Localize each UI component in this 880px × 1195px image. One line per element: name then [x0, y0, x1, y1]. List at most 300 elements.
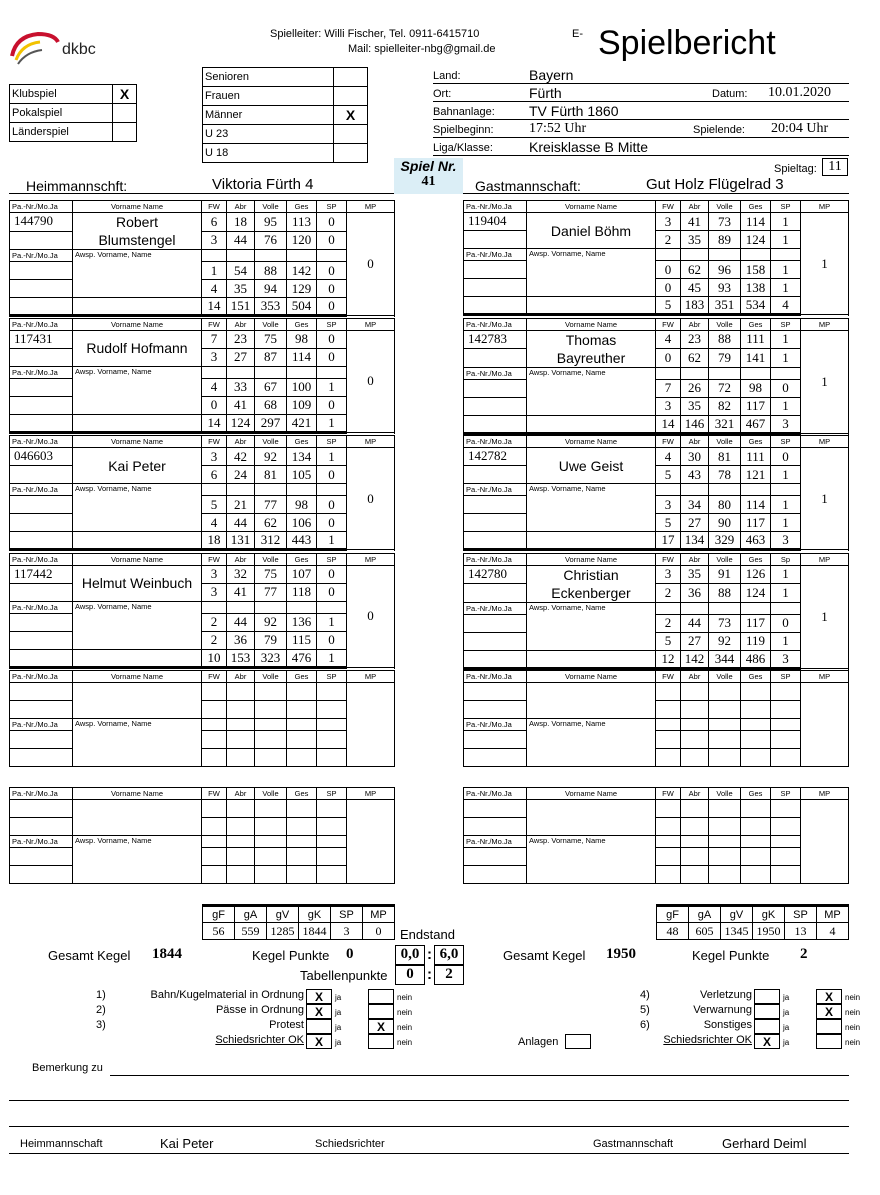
empty-score-cell[interactable] — [227, 865, 255, 883]
total-abr: 153 — [227, 649, 255, 667]
empty-score-cell[interactable] — [741, 731, 771, 749]
empty-score-cell[interactable] — [771, 865, 801, 883]
score-abr: 36 — [227, 631, 255, 649]
sum-value-gk: 1844 — [299, 923, 331, 940]
empty-score-cell[interactable] — [317, 865, 347, 883]
empty-score-cell[interactable] — [656, 683, 681, 701]
check-nein-box[interactable]: X — [816, 1004, 842, 1019]
empty-score-cell[interactable] — [771, 817, 801, 835]
player-row — [10, 613, 395, 631]
home-empty-block — [9, 787, 394, 884]
sum-header-gk: gK — [753, 906, 785, 923]
check-number: 6) — [640, 1019, 650, 1031]
score-volle: 88 — [709, 584, 741, 603]
match-type-row — [10, 85, 137, 104]
category-checkbox[interactable] — [334, 87, 368, 106]
check-label: Schiedsrichter OK — [215, 1034, 304, 1046]
empty-score-cell[interactable] — [317, 799, 347, 817]
empty-score-cell[interactable] — [317, 847, 347, 865]
check-nein-label: nein — [845, 1023, 861, 1032]
sum-value-mp: 4 — [817, 923, 849, 940]
col-header-abr: Abr — [681, 553, 709, 565]
col-header-name: Vorname Name — [73, 318, 202, 330]
empty-score-cell[interactable] — [255, 749, 287, 767]
score-abr: 42 — [227, 448, 255, 466]
check-ja-label: ja — [335, 1038, 342, 1047]
match-type-checkbox[interactable] — [113, 104, 137, 123]
score-ges: 142 — [287, 262, 317, 280]
check-nein-box[interactable] — [368, 989, 394, 1004]
check-nein-label: nein — [845, 993, 861, 1002]
player-total-row — [10, 414, 395, 432]
empty-pass-cell[interactable] — [10, 683, 73, 701]
empty-score-cell[interactable] — [709, 749, 741, 767]
score-abr: 41 — [227, 396, 255, 414]
check-row — [96, 1004, 413, 1019]
empty-score-cell[interactable] — [227, 701, 255, 719]
guest-team-name: Gut Holz Flügelrad 3 — [646, 176, 784, 193]
col-header-pnr: Pa.-Nr./Mo.Ja — [10, 553, 73, 565]
sum-header-mp: MP — [363, 906, 395, 923]
check-nein-box[interactable] — [816, 1034, 842, 1049]
player-name — [73, 330, 202, 366]
score-volle: 81 — [709, 448, 741, 466]
empty-score-cell[interactable] — [287, 731, 317, 749]
empty-score-cell[interactable] — [317, 731, 347, 749]
score-sp: 0 — [317, 396, 347, 414]
empty-score-cell[interactable] — [656, 731, 681, 749]
empty-score-cell[interactable] — [255, 847, 287, 865]
total-ges: 421 — [287, 414, 317, 432]
col-header-sp: Sp — [771, 553, 801, 565]
player-row — [10, 496, 395, 514]
player-row — [10, 466, 395, 484]
score-volle: 73 — [709, 213, 741, 231]
player-name — [527, 330, 656, 367]
player-row — [10, 378, 395, 396]
check-number: 2) — [96, 1004, 106, 1016]
empty-score-cell[interactable] — [771, 847, 801, 865]
empty-score-cell[interactable] — [202, 731, 227, 749]
empty-score-cell[interactable] — [227, 749, 255, 767]
empty-score-cell[interactable] — [287, 701, 317, 719]
empty-score-cell[interactable] — [681, 749, 709, 767]
check-ja-label: ja — [335, 1008, 342, 1017]
bemerkung-line-2[interactable] — [9, 1100, 849, 1101]
empty-score-cell[interactable] — [709, 847, 741, 865]
empty-name-cell[interactable] — [527, 799, 656, 835]
check-ja-label: ja — [783, 1023, 790, 1032]
endstand-label: Endstand — [400, 927, 455, 942]
category-checkbox[interactable]: X — [334, 106, 368, 125]
check-ja-box[interactable]: X — [306, 989, 332, 1004]
category-checkbox[interactable] — [334, 144, 368, 163]
empty-pass-cell[interactable] — [464, 799, 527, 817]
player-name — [527, 213, 656, 249]
col-header-awsp: Awsp. Vorname, Name — [73, 250, 202, 298]
empty-score-cell[interactable] — [202, 749, 227, 767]
empty-score-cell[interactable] — [255, 701, 287, 719]
tabellen-home: 0 — [395, 965, 425, 985]
score-volle: 80 — [709, 496, 741, 514]
empty-score-cell[interactable] — [681, 701, 709, 719]
empty-score-cell[interactable] — [202, 865, 227, 883]
col-header-pnr: Pa.-Nr./Mo.Ja — [464, 671, 527, 683]
empty-score-cell[interactable] — [741, 817, 771, 835]
score-sp: 1 — [317, 448, 347, 466]
empty-score-cell[interactable] — [771, 701, 801, 719]
empty-score-cell[interactable] — [287, 847, 317, 865]
check-nein-box[interactable] — [368, 1034, 394, 1049]
substitute-header-row — [10, 601, 395, 613]
score-ges: 98 — [287, 496, 317, 514]
empty-score-cell[interactable] — [317, 701, 347, 719]
col-header-mp: MP — [801, 787, 849, 799]
empty-score-cell[interactable] — [255, 731, 287, 749]
sum-header-ga: gA — [689, 906, 721, 923]
player-row — [464, 514, 849, 532]
col-header-volle: Volle — [255, 436, 287, 448]
col-header-sp: SP — [317, 671, 347, 683]
score-ges: 124 — [741, 231, 771, 249]
score-ges: 115 — [287, 631, 317, 649]
score-ges: 136 — [287, 613, 317, 631]
total-abr: 146 — [681, 415, 709, 433]
score-abr: 26 — [681, 379, 709, 397]
empty-score-cell[interactable] — [287, 817, 317, 835]
col-header-mp: MP — [801, 436, 849, 448]
empty-mp-cell[interactable] — [801, 683, 849, 767]
spieltag-label: Spieltag: — [774, 163, 817, 175]
empty-name-cell[interactable] — [527, 683, 656, 719]
score-abr: 30 — [681, 448, 709, 466]
guest-gesamt-label: Gesamt Kegel — [503, 948, 586, 963]
empty-score-cell[interactable] — [202, 799, 227, 817]
guest-player-block — [463, 318, 848, 435]
check-ja-box[interactable] — [306, 1019, 332, 1034]
empty-score-cell[interactable] — [317, 683, 347, 701]
empty-score-cell[interactable] — [255, 865, 287, 883]
check-ja-box[interactable] — [754, 1004, 780, 1019]
score-ges: 121 — [741, 466, 771, 484]
total-fw: 14 — [202, 414, 227, 432]
empty-score-cell[interactable] — [741, 847, 771, 865]
player-row — [10, 583, 395, 601]
empty-score-cell[interactable] — [771, 683, 801, 701]
score-ges: 141 — [741, 349, 771, 368]
player-name-line-1: Daniel Böhm — [550, 222, 632, 239]
col-header-pnr: Pa.-Nr./Mo.Ja — [10, 719, 73, 731]
empty-score-cell[interactable] — [656, 701, 681, 719]
category-checkbox[interactable] — [334, 125, 368, 144]
empty-score-cell[interactable] — [255, 817, 287, 835]
col-header-abr: Abr — [681, 671, 709, 683]
empty-score-cell[interactable] — [227, 847, 255, 865]
empty-score-cell[interactable] — [709, 799, 741, 817]
empty-score-cell[interactable] — [287, 799, 317, 817]
total-volle: 312 — [255, 532, 287, 550]
score-sp: 1 — [771, 213, 801, 231]
empty-score-cell[interactable] — [709, 731, 741, 749]
empty-score-cell[interactable] — [656, 847, 681, 865]
player-mp: 0 — [347, 565, 395, 667]
total-fw: 14 — [202, 298, 227, 316]
empty-score-cell[interactable] — [317, 749, 347, 767]
empty-score-cell[interactable] — [656, 817, 681, 835]
category-checkbox[interactable] — [334, 68, 368, 87]
score-volle: 77 — [255, 496, 287, 514]
empty-score-cell[interactable] — [741, 865, 771, 883]
col-header-name: Vorname Name — [73, 436, 202, 448]
score-volle: 62 — [255, 514, 287, 532]
player-row — [464, 565, 849, 584]
player-name — [73, 448, 202, 484]
col-header-name: Vorname Name — [73, 671, 202, 683]
col-header-pnr: Pa.-Nr./Mo.Ja — [464, 719, 527, 731]
empty-score-cell[interactable] — [227, 683, 255, 701]
empty-score-cell[interactable] — [709, 817, 741, 835]
player-row — [10, 631, 395, 649]
score-sp: 1 — [771, 584, 801, 603]
match-type-checkbox[interactable]: X — [113, 85, 137, 104]
player-header-row — [464, 671, 849, 683]
footer-schiri-label: Schiedsrichter — [315, 1138, 385, 1150]
bemerkung-label: Bemerkung zu — [32, 1062, 103, 1074]
empty-score-cell[interactable] — [681, 817, 709, 835]
check-nein-box[interactable]: X — [368, 1019, 394, 1034]
col-header-pnr: Pa.-Nr./Mo.Ja — [464, 367, 527, 379]
player-pass-number: 142780 — [464, 565, 527, 584]
empty-score-cell[interactable] — [681, 847, 709, 865]
score-volle: 90 — [709, 514, 741, 532]
score-abr: 33 — [227, 378, 255, 396]
col-header-sp: SP — [771, 787, 801, 799]
substitute-header-row — [464, 602, 849, 614]
player-row — [10, 565, 395, 583]
check-ja-label: ja — [783, 993, 790, 1002]
empty-score-cell[interactable] — [227, 731, 255, 749]
footer-heim-signature: Kai Peter — [160, 1136, 214, 1151]
home-player-block — [9, 435, 394, 551]
empty-score-cell[interactable] — [227, 799, 255, 817]
check-nein-box[interactable] — [368, 1004, 394, 1019]
sum-header-sp: SP — [785, 906, 817, 923]
score-abr: 36 — [681, 584, 709, 603]
category-row — [203, 125, 368, 144]
empty-mp-cell[interactable] — [801, 799, 849, 883]
score-sp: 1 — [771, 632, 801, 650]
home-team-name: Viktoria Fürth 4 — [212, 176, 314, 193]
check-ja-box[interactable]: X — [306, 1034, 332, 1049]
beginn-value: 17:52 Uhr — [529, 121, 587, 136]
score-ges: 114 — [741, 213, 771, 231]
player-mp: 1 — [801, 448, 849, 550]
guest-team-label: Gastmannschaft: — [475, 178, 581, 194]
home-gesamt-value: 1844 — [152, 946, 182, 962]
dkbc-logo — [8, 28, 108, 68]
empty-score-cell[interactable] — [741, 683, 771, 701]
anlagen-checkbox[interactable] — [565, 1034, 591, 1049]
empty-score-cell[interactable] — [656, 865, 681, 883]
player-total-row — [464, 297, 849, 315]
empty-score-cell[interactable] — [771, 749, 801, 767]
score-volle: 93 — [709, 279, 741, 297]
empty-name-cell[interactable] — [73, 683, 202, 719]
score-volle: 96 — [709, 261, 741, 279]
col-header-fw: FW — [656, 201, 681, 213]
col-header-pnr: Pa.-Nr./Mo.Ja — [10, 601, 73, 613]
check-nein-box[interactable]: X — [816, 989, 842, 1004]
empty-score-cell[interactable] — [681, 731, 709, 749]
score-fw: 7 — [656, 379, 681, 397]
empty-score-cell[interactable] — [741, 701, 771, 719]
sum-header-mp: MP — [817, 906, 849, 923]
check-number: 5) — [640, 1004, 650, 1016]
empty-pass-cell[interactable] — [10, 799, 73, 817]
score-ges: 111 — [741, 330, 771, 349]
player-row — [10, 262, 395, 280]
empty-score-cell[interactable] — [227, 817, 255, 835]
empty-score-cell[interactable] — [202, 847, 227, 865]
empty-score-cell[interactable] — [709, 865, 741, 883]
category-row — [203, 87, 368, 106]
empty-score-cell[interactable] — [741, 749, 771, 767]
player-mp: 0 — [347, 448, 395, 550]
score-volle: 82 — [709, 397, 741, 415]
player-row — [10, 348, 395, 366]
score-volle: 73 — [709, 614, 741, 632]
col-header-ges: Ges — [287, 201, 317, 213]
col-header-pnr: Pa.-Nr./Mo.Ja — [464, 201, 527, 213]
category-label: U 23 — [203, 125, 334, 144]
empty-mp-cell[interactable] — [347, 683, 395, 767]
score-ges: 124 — [741, 584, 771, 603]
player-row — [10, 231, 395, 250]
check-ja-box[interactable] — [754, 1019, 780, 1034]
score-ges: 118 — [287, 583, 317, 601]
col-header-volle: Volle — [709, 787, 741, 799]
guest-player-block — [463, 435, 848, 551]
category-table — [202, 67, 368, 163]
score-volle: 92 — [709, 632, 741, 650]
col-header-volle: Volle — [255, 671, 287, 683]
empty-score-cell[interactable] — [656, 749, 681, 767]
score-ges: 114 — [287, 348, 317, 366]
check-nein-box[interactable] — [816, 1019, 842, 1034]
col-header-volle: Volle — [709, 436, 741, 448]
player-pass-number: 119404 — [464, 213, 527, 231]
player-total-row — [10, 298, 395, 316]
category-row — [203, 68, 368, 87]
player-name-line-1: Helmut Weinbuch — [81, 575, 193, 591]
col-header-name: Vorname Name — [527, 787, 656, 799]
liga-value: Kreisklasse B Mitte — [529, 139, 649, 155]
empty-score-cell[interactable] — [771, 799, 801, 817]
empty-name-cell[interactable] — [73, 799, 202, 835]
empty-score-cell[interactable] — [202, 683, 227, 701]
score-fw: 2 — [656, 614, 681, 632]
check-nein-label: nein — [397, 1008, 413, 1017]
col-header-abr: Abr — [681, 787, 709, 799]
empty-score-cell[interactable] — [771, 731, 801, 749]
total-sp: 1 — [317, 532, 347, 550]
empty-score-cell[interactable] — [202, 701, 227, 719]
player-name-line-1: Rudolf Hofmann — [86, 340, 188, 356]
empty-score-cell[interactable] — [681, 799, 709, 817]
score-ges: 117 — [741, 614, 771, 632]
empty-score-cell[interactable] — [681, 865, 709, 883]
empty-score-cell[interactable] — [656, 799, 681, 817]
empty-score-cell[interactable] — [317, 817, 347, 835]
empty-score-cell[interactable] — [287, 683, 317, 701]
empty-score-cell[interactable] — [202, 817, 227, 835]
score-fw: 3 — [656, 397, 681, 415]
check-number: 1) — [96, 989, 106, 1001]
empty-score-cell[interactable] — [287, 749, 317, 767]
score-fw: 4 — [656, 330, 681, 349]
col-header-pnr: Pa.-Nr./Mo.Ja — [464, 484, 527, 496]
score-sp: 0 — [317, 330, 347, 348]
bemerkung-line-3[interactable] — [9, 1126, 849, 1127]
empty-score-cell[interactable] — [255, 683, 287, 701]
datum-label: Datum: — [712, 88, 748, 100]
match-type-row — [10, 104, 137, 123]
category-row — [203, 144, 368, 163]
col-header-sp: SP — [771, 671, 801, 683]
col-header-volle: Volle — [255, 553, 287, 565]
empty-score-cell[interactable] — [709, 683, 741, 701]
total-ges: 486 — [741, 650, 771, 668]
score-ges: 113 — [287, 213, 317, 232]
score-volle: 95 — [255, 213, 287, 232]
match-info — [433, 66, 849, 156]
empty-score-cell[interactable] — [681, 683, 709, 701]
score-volle: 77 — [255, 583, 287, 601]
match-type-checkbox[interactable] — [113, 123, 137, 142]
score-abr: 41 — [227, 583, 255, 601]
score-abr: 27 — [681, 514, 709, 532]
empty-score-cell[interactable] — [287, 865, 317, 883]
category-label: U 18 — [203, 144, 334, 163]
empty-pass-cell[interactable] — [464, 683, 527, 701]
player-row — [464, 614, 849, 632]
empty-score-cell[interactable] — [255, 799, 287, 817]
col-header-abr: Abr — [681, 318, 709, 330]
score-ges: 119 — [741, 632, 771, 650]
empty-score-cell[interactable] — [709, 701, 741, 719]
check-ja-box[interactable]: X — [754, 1034, 780, 1049]
bemerkung-line-1[interactable] — [110, 1075, 849, 1076]
col-header-pnr: Pa.-Nr./Mo.Ja — [464, 602, 527, 614]
col-header-fw: FW — [202, 201, 227, 213]
score-ges: 107 — [287, 565, 317, 583]
empty-score-cell[interactable] — [741, 799, 771, 817]
guest-gesamt-value: 1950 — [606, 946, 636, 962]
land-value: Bayern — [529, 67, 574, 83]
check-label: Verletzung — [700, 989, 752, 1001]
col-header-mp: MP — [347, 553, 395, 565]
score-sp: 1 — [771, 565, 801, 584]
home-empty-block — [9, 670, 394, 767]
col-header-mp: MP — [347, 436, 395, 448]
score-fw: 3 — [656, 496, 681, 514]
substitute-header-row — [464, 484, 849, 496]
check-ja-box[interactable] — [754, 989, 780, 1004]
score-abr: 62 — [681, 261, 709, 279]
check-ja-box[interactable]: X — [306, 1004, 332, 1019]
score-fw: 3 — [656, 565, 681, 584]
empty-mp-cell[interactable] — [347, 799, 395, 883]
